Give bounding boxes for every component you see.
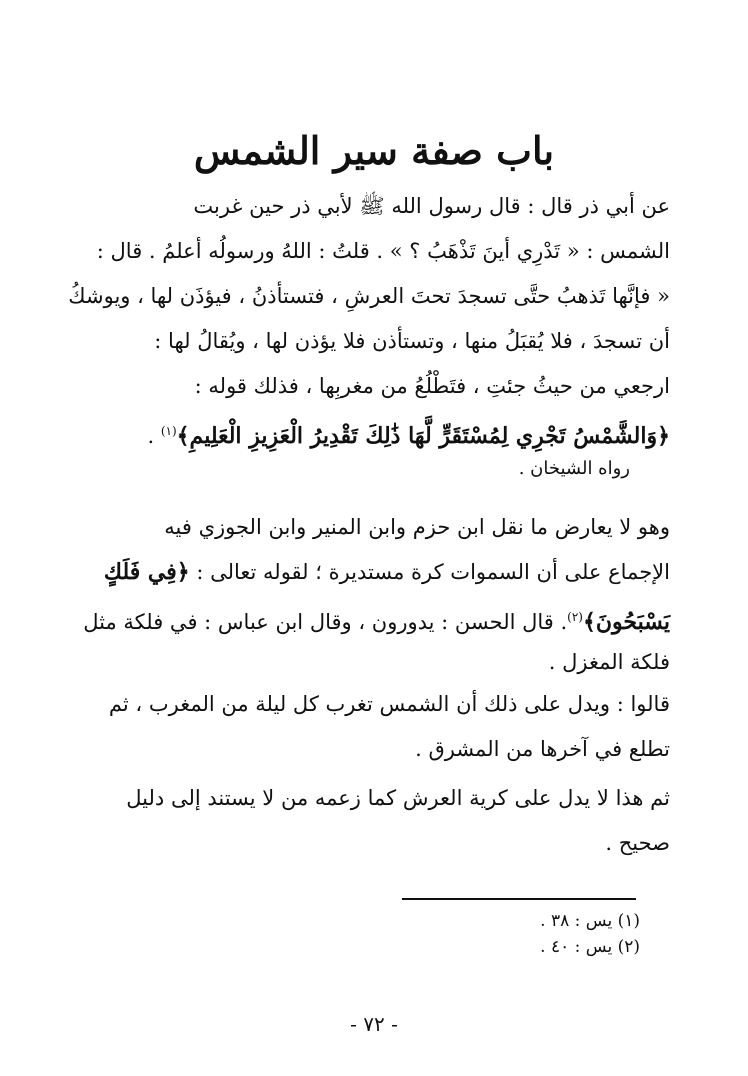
footnote-ref: (٢) <box>567 610 583 624</box>
text-line <box>76 595 670 640</box>
chapter-title: باب صفة سير الشمس <box>193 128 555 173</box>
text-line: تطلع في آخرها من المشرق . <box>415 737 670 761</box>
footnote-ref: (١) <box>160 424 177 438</box>
discussion-paragraph <box>76 505 670 685</box>
quran-verse: يَسْبَحُونَ﴾ <box>582 609 670 635</box>
hadith-source: رواه الشيخان . <box>518 458 630 479</box>
quran-verse: ﴿فِي فَلَكٍ <box>103 559 190 585</box>
footnotes <box>540 908 640 960</box>
text-line: ارجعي من حيثُ جئتِ ، فتَطْلُعُ من مغربِها ، فذلك قوله : <box>194 374 670 398</box>
footnote-item: (١) يس : ٣٨ . <box>540 911 640 931</box>
quran-verse-line <box>76 409 670 454</box>
line-end: . <box>147 424 161 448</box>
text-line: قالوا : ويدل على ذلك أن الشمس تغرب كل ليلة من المغرب ، ثم <box>108 692 670 716</box>
line-text: . قال الحسن : يدورون ، وقال ابن عباس : في فلكة مثل <box>83 610 568 634</box>
page-number: - ٧٢ - <box>350 1012 398 1036</box>
footnote-item: (٢) يس : ٤٠ . <box>540 937 640 957</box>
hadith-paragraph <box>68 184 670 454</box>
text-line: عن أبي ذر قال : قال رسول الله ﷺ لأبي ذر حين غربت <box>193 194 670 218</box>
line-text: الإجماع على أن السموات كرة مستديرة ؛ لقوله تعالى : <box>189 560 670 584</box>
text-line: ثم هذا لا يدل على كرية العرش كما زعمه من لا يستند إلى دليل <box>126 786 670 810</box>
text-line: فلكة المغزل . <box>548 650 670 674</box>
footnote-divider <box>402 898 636 900</box>
text-line: صحيح . <box>605 831 670 855</box>
text-line: أن تسجدَ ، فلا يُقبَلُ منها ، وتستأذن فلا يؤذن لها ، ويُقالُ لها : <box>154 329 670 353</box>
text-line: وهو لا يعارض ما نقل ابن حزم وابن المنير وابن الجوزي فيه <box>164 515 670 539</box>
text-line <box>76 550 670 595</box>
quran-verse: ﴿وَالشَّمْسُ تَجْرِي لِمُسْتَقَرٍّ لَّهَا ذَٰلِكَ تَقْدِيرُ الْعَزِيزِ الْعَلِيمِ﴾ <box>176 423 670 449</box>
text-line: الشمس : « تَدْرِي أينَ تَذْهَبُ ؟ » . قلتُ : اللهُ ورسولُه أعلمُ . قال : <box>96 239 670 263</box>
conclusion-paragraph <box>76 776 670 866</box>
argument-paragraph <box>76 682 670 772</box>
text-line: « فإنَّها تَذهبُ حتَّى تسجدَ تحتَ العرشِ ، فتستأذنُ ، فيؤذَن لها ، ويوشكُ <box>68 284 670 308</box>
